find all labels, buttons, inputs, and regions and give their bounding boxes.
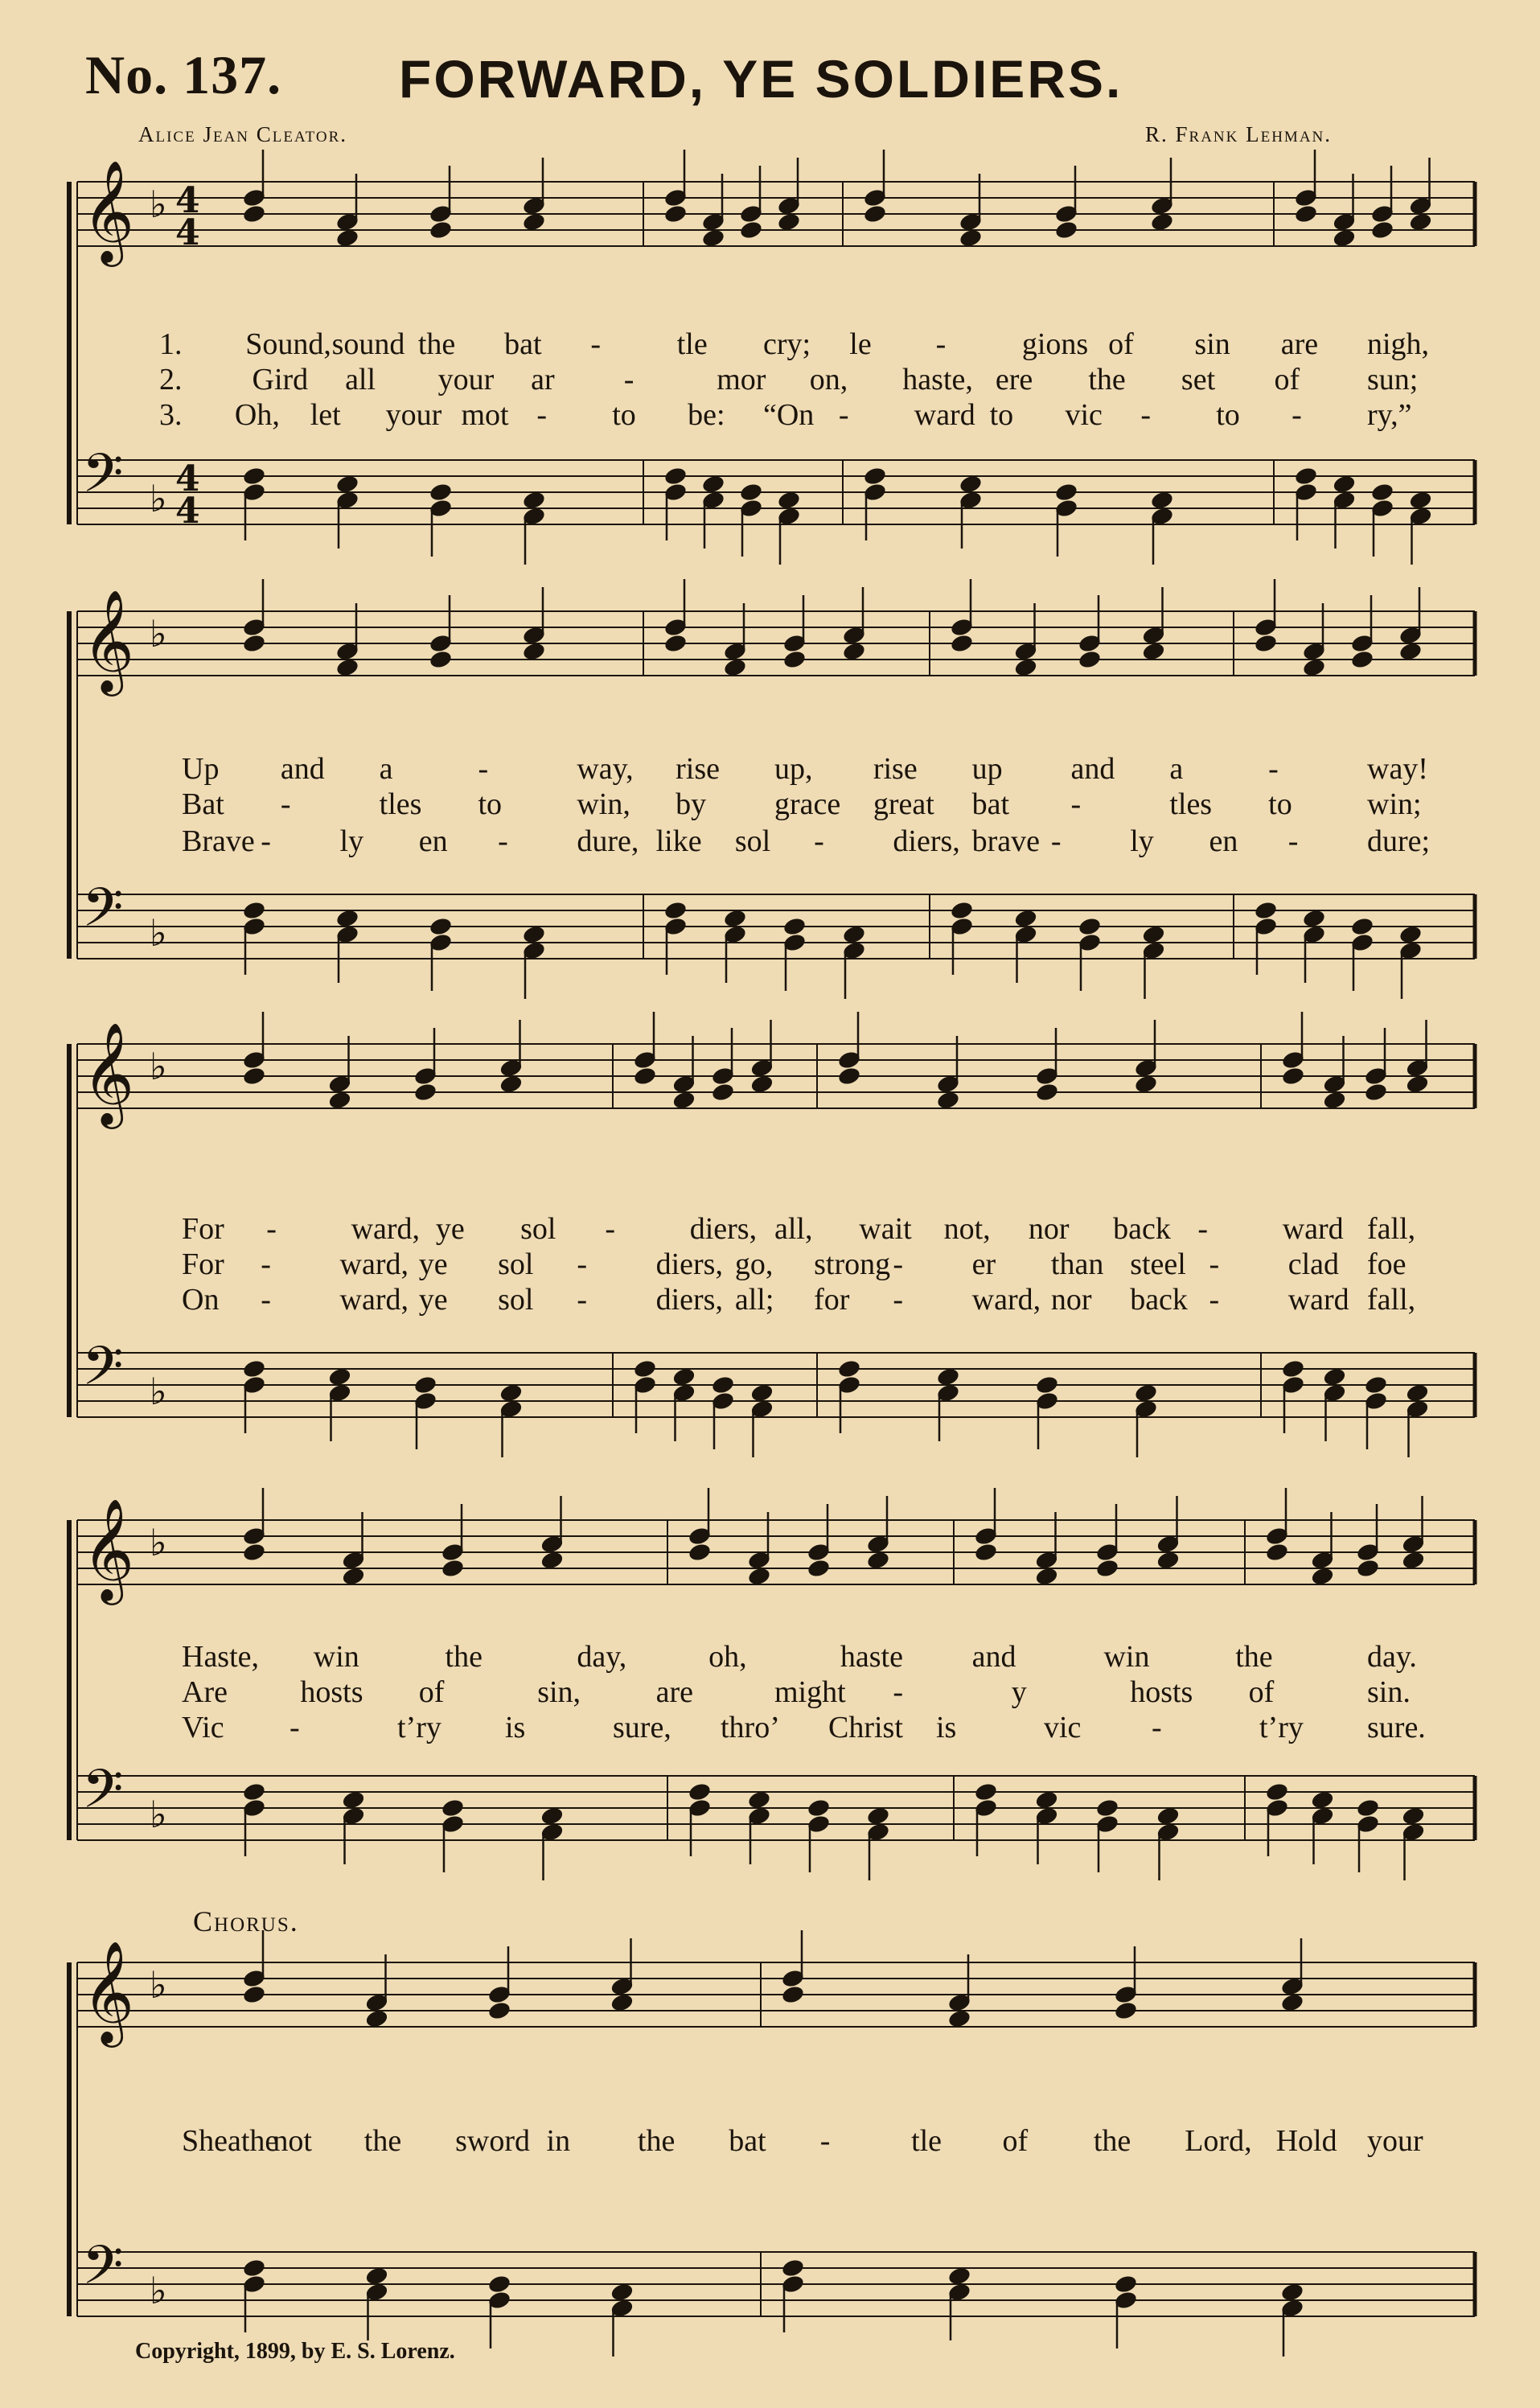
note-head (781, 1984, 806, 2005)
lyric-syllable: sure. (1367, 1711, 1426, 1744)
note-head (242, 203, 267, 224)
lyric-syllable: ye (418, 1283, 448, 1317)
lyric-syllable: sin, (537, 1675, 581, 1709)
lyric-syllable: are (655, 1675, 693, 1709)
note-head (1035, 1375, 1060, 1395)
lyric-syllable: brave (971, 824, 1041, 858)
lyric-syllable: vic (1065, 398, 1103, 432)
lyric-syllable: nor (1028, 1212, 1070, 1246)
note-head (739, 482, 764, 503)
lyric-syllable: a (379, 752, 393, 786)
note-head (663, 900, 688, 921)
lyric-syllable: sol (498, 1247, 534, 1281)
lyric-syllable: dure, (577, 824, 639, 858)
lyric-syllable: diers, (655, 1247, 723, 1281)
lyric-syllable: - (893, 1283, 904, 1317)
note-head (1054, 482, 1079, 503)
lyric-syllable: en (418, 824, 448, 858)
lyric-syllable: all; (734, 1283, 774, 1317)
lyric-syllable: all, (774, 1212, 813, 1246)
lyric-syllable: win (313, 1640, 359, 1674)
note-head (242, 1542, 267, 1563)
lyric-syllable: Lord, (1185, 2124, 1252, 2158)
lyric-syllable: and (280, 752, 325, 786)
lyric-syllable: diers, (689, 1212, 758, 1246)
lyric-syllable: on, (809, 363, 848, 397)
note-head (1364, 1082, 1389, 1103)
lyric-syllable: great (873, 787, 934, 821)
lyric-syllable: - (1070, 787, 1082, 821)
key-flat: ♭ (150, 183, 167, 226)
lyric-syllable: steel (1130, 1247, 1186, 1281)
lyric-syllable: the (1093, 2124, 1131, 2158)
lyric-syllable: bat (729, 2124, 766, 2158)
lyric-syllable: ward, (971, 1283, 1041, 1317)
lyric-syllable: - (478, 752, 489, 786)
lyric-syllable: day. (1367, 1640, 1417, 1674)
lyric-syllable: - (1197, 1212, 1209, 1246)
note-head (1254, 900, 1279, 921)
lyric-syllable: ward (914, 398, 975, 432)
bass-clef: 𝄢 (82, 442, 124, 517)
lyric-syllable: oh, (708, 1640, 747, 1674)
lyric-syllable: ward, (351, 1212, 421, 1246)
key-flat: ♭ (150, 477, 167, 520)
lyric-syllable: all (345, 363, 376, 397)
note-head (1254, 633, 1279, 654)
lyric-syllable: and (971, 1640, 1016, 1674)
lyric-syllable: ar (531, 363, 555, 397)
note-head (441, 1798, 466, 1818)
lyric-syllable: of (1002, 2124, 1029, 2158)
note-head (807, 1558, 832, 1579)
lyric-syllable: - (1292, 398, 1302, 432)
lyric-syllable: - (893, 1247, 904, 1281)
lyric-syllable: mor (717, 363, 766, 397)
lyric-syllable: is (505, 1711, 526, 1744)
lyric-syllable: ye (418, 1247, 448, 1281)
lyric-syllable: For (182, 1247, 224, 1281)
note-head (242, 1066, 267, 1087)
lyric-syllable: tle (676, 327, 708, 361)
note-head (837, 1066, 862, 1087)
note-head (429, 916, 454, 937)
lyric-syllable: - (280, 787, 291, 821)
lyric-syllable: is (936, 1711, 957, 1744)
lyric-syllable: of (418, 1675, 445, 1709)
note-head (242, 2258, 267, 2279)
note-head (1054, 220, 1079, 240)
note-head (429, 482, 454, 503)
lyric-syllable: by (676, 787, 707, 821)
note-head (413, 1375, 438, 1395)
note-head (1035, 1082, 1060, 1103)
lyric-syllable: sun; (1367, 363, 1419, 397)
lyric-syllable: bat (504, 327, 542, 361)
lyric-syllable: cry; (763, 327, 811, 361)
lyric-syllable: er (971, 1247, 996, 1281)
lyric-syllable: the (1235, 1640, 1273, 1674)
lyric-syllable: sol (520, 1212, 556, 1246)
note-head (487, 2000, 512, 2021)
lyric-syllable: ere (995, 363, 1033, 397)
note-head (1114, 2000, 1139, 2021)
lyric-syllable: the (417, 327, 456, 361)
lyric-syllable: rise (676, 752, 721, 786)
bass-clef: 𝄢 (82, 2234, 124, 2309)
lyric-syllable: to (1268, 787, 1292, 821)
treble-clef: 𝄞 (82, 1940, 135, 2043)
lyric-syllable: Sound, (245, 327, 331, 361)
lyric-syllable: than (1050, 1247, 1104, 1281)
lyric-syllable: to (612, 398, 636, 432)
note-head (413, 1082, 438, 1103)
note-head (663, 203, 688, 224)
lyric-syllable: mot (461, 398, 509, 432)
note-head (688, 1542, 713, 1563)
lyric-syllable: - (590, 327, 602, 361)
note-head (739, 220, 764, 240)
key-flat: ♭ (150, 911, 167, 955)
lyric-syllable: like (655, 824, 702, 858)
note-head (242, 466, 267, 487)
lyric-syllable: your (437, 363, 495, 397)
lyric-syllable: in (546, 2124, 571, 2158)
treble-clef: 𝄞 (82, 1498, 135, 1601)
note-head (807, 1798, 832, 1818)
key-flat: ♭ (150, 1521, 167, 1564)
time-signature-bottom: 4 (175, 491, 200, 532)
lyric-syllable: le (849, 327, 872, 361)
lyric-syllable: - (1050, 824, 1062, 858)
lyric-syllable: - (577, 1247, 587, 1281)
note-head (663, 466, 688, 487)
lyric-syllable: t’ry (1259, 1711, 1304, 1744)
lyric-syllable: the (363, 2124, 402, 2158)
lyric-syllable: sol (498, 1283, 534, 1317)
lyric-syllable: the (1088, 363, 1126, 397)
note-head (429, 649, 454, 670)
key-flat: ♭ (150, 2269, 167, 2312)
lyric-syllable: - (577, 1283, 587, 1317)
lyric-syllable: of (1274, 363, 1300, 397)
lyric-syllable: “On (763, 398, 815, 432)
lyric-syllable: - (261, 824, 271, 858)
lyric-syllable: haste (840, 1640, 903, 1674)
lyric-syllable: hosts (1130, 1675, 1193, 1709)
lyric-syllable: not, (943, 1212, 991, 1246)
lyric-syllable: 2. (159, 363, 183, 397)
lyric-syllable: Up (182, 752, 220, 786)
lyric-syllable: sin. (1367, 1675, 1411, 1709)
lyric-syllable: t’ry (397, 1711, 441, 1744)
hymn-number: No. 137. (85, 44, 282, 105)
lyric-syllable: of (1248, 1675, 1275, 1709)
lyric-syllable: way, (577, 752, 634, 786)
lyric-syllable: back (1130, 1283, 1188, 1317)
lyric-syllable: Are (182, 1675, 228, 1709)
lyric-syllable: and (1070, 752, 1115, 786)
lyric-syllable: - (1287, 824, 1299, 858)
composer-credit: R. Frank Lehman. (1145, 122, 1333, 146)
lyric-syllable: Haste, (182, 1640, 260, 1674)
note-head (429, 220, 454, 240)
lyric-syllable: the (637, 2124, 676, 2158)
lyric-syllable: nor (1050, 1283, 1092, 1317)
lyric-syllable: your (1367, 2124, 1423, 2158)
lyric-syllable: en (1209, 824, 1238, 858)
treble-clef: 𝄞 (82, 1021, 135, 1124)
note-head (1281, 1358, 1306, 1379)
note-head (1281, 1066, 1306, 1087)
lyric-syllable: go, (734, 1247, 774, 1281)
note-head (782, 916, 807, 937)
lyric-syllable: are (1280, 327, 1319, 361)
key-flat: ♭ (150, 1793, 167, 1836)
lyric-syllable: a (1169, 752, 1184, 786)
note-head (242, 1781, 267, 1802)
lyric-syllable: Bat (182, 787, 224, 821)
time-signature-top: 4 (175, 458, 200, 499)
note-head (1095, 1558, 1120, 1579)
lyric-syllable: diers, (893, 824, 960, 858)
treble-clef: 𝄞 (82, 589, 135, 692)
lyric-syllable: might (774, 1675, 846, 1709)
lyric-syllable: foe (1367, 1247, 1407, 1281)
note-head (633, 1066, 658, 1087)
lyric-syllable: wait (859, 1212, 912, 1246)
lyric-syllable: be: (688, 398, 725, 432)
note-head (1370, 220, 1395, 240)
lyric-syllable: sin (1194, 327, 1230, 361)
note-head (863, 203, 888, 224)
note-head (950, 900, 975, 921)
lyric-syllable: thro’ (721, 1711, 780, 1744)
note-head (633, 1358, 658, 1379)
lyric-syllable: For (182, 1212, 224, 1246)
note-head (1265, 1781, 1290, 1802)
lyric-syllable: day, (577, 1640, 627, 1674)
lyric-syllable: haste, (902, 363, 973, 397)
note-head (242, 1358, 267, 1379)
key-flat: ♭ (150, 1963, 167, 2007)
lyric-syllable: gions (1021, 327, 1089, 361)
lyric-syllable: - (623, 363, 634, 397)
note-head (1114, 2274, 1139, 2295)
note-head (711, 1375, 736, 1395)
lyric-syllable: - (1268, 752, 1279, 786)
lyric-syllable: ward (1282, 1212, 1344, 1246)
note-head (688, 1781, 713, 1802)
note-head (1350, 916, 1375, 937)
lyric-syllable: nigh, (1367, 327, 1430, 361)
lyric-syllable: ly (339, 824, 364, 858)
lyric-syllable: fall, (1367, 1283, 1416, 1317)
bass-clef: 𝄢 (82, 1758, 124, 1833)
lyric-syllable: Gird (252, 363, 309, 397)
lyric-syllable: vic (1044, 1711, 1082, 1744)
note-head (782, 649, 807, 670)
note-head (781, 2258, 806, 2279)
key-flat: ♭ (150, 1045, 167, 1088)
lyric-syllable: Hold (1275, 2124, 1337, 2158)
note-head (1364, 1375, 1389, 1395)
lyric-syllable: set (1181, 363, 1216, 397)
lyric-syllable: ward (1287, 1283, 1349, 1317)
note-head (1370, 482, 1395, 503)
lyric-syllable: strong (814, 1247, 891, 1281)
lyric-syllable: ward, (339, 1283, 409, 1317)
lyric-syllable: On (182, 1283, 220, 1317)
key-flat: ♭ (150, 1370, 167, 1413)
lyric-syllable: - (819, 2124, 831, 2158)
lyric-syllable: - (498, 824, 508, 858)
lyric-syllable: Oh, (234, 398, 280, 432)
lyricist-credit: Alice Jean Cleator. (138, 122, 348, 146)
hymn-title: FORWARD, YE SOLDIERS. (399, 49, 1123, 109)
note-head (487, 2274, 512, 2295)
lyric-syllable: to (1216, 398, 1240, 432)
lyric-syllable: fall, (1367, 1212, 1416, 1246)
lyric-syllable: way! (1367, 752, 1428, 786)
lyric-syllable: the (445, 1640, 483, 1674)
note-head (663, 633, 688, 654)
lyric-syllable: - (1209, 1247, 1220, 1281)
lyric-syllable: - (1209, 1283, 1220, 1317)
lyric-syllable: of (1108, 327, 1134, 361)
lyric-syllable: not (273, 2124, 312, 2158)
lyric-syllable: up, (774, 752, 813, 786)
lyric-syllable: sound (331, 327, 405, 361)
note-head (950, 633, 975, 654)
lyric-syllable: - (290, 1711, 300, 1744)
note-head (1350, 649, 1375, 670)
lyric-syllable: sword (455, 2124, 531, 2158)
lyric-syllable: bat (971, 787, 1010, 821)
lyric-syllable: rise (873, 752, 918, 786)
lyric-syllable: let (310, 398, 341, 432)
lyric-syllable: ye (435, 1212, 465, 1246)
lyric-syllable: grace (774, 787, 841, 821)
note-head (974, 1781, 999, 1802)
lyric-syllable: sure, (613, 1711, 671, 1744)
note-head (1294, 203, 1319, 224)
lyric-syllable: for (814, 1283, 850, 1317)
lyric-syllable: - (605, 1212, 616, 1246)
lyric-syllable: up (971, 752, 1003, 786)
lyric-syllable: dure; (1367, 824, 1431, 858)
lyric-syllable: win; (1367, 787, 1422, 821)
bass-clef: 𝄢 (82, 1335, 124, 1410)
lyric-syllable: to (478, 787, 503, 821)
key-flat: ♭ (150, 612, 167, 655)
note-head (1078, 649, 1103, 670)
lyric-syllable: to (989, 398, 1014, 432)
note-head (1356, 1798, 1381, 1818)
lyric-syllable: - (838, 398, 849, 432)
lyric-syllable: diers, (655, 1283, 723, 1317)
lyric-syllable: - (536, 398, 548, 432)
treble-clef: 𝄞 (82, 159, 135, 262)
lyric-syllable: Vic (182, 1711, 224, 1744)
lyric-syllable: Brave (182, 824, 255, 858)
time-signature-top: 4 (175, 180, 200, 221)
note-head (242, 900, 267, 921)
note-head (242, 633, 267, 654)
note-head (1265, 1542, 1290, 1563)
lyric-syllable: 3. (159, 398, 183, 432)
lyric-syllable: clad (1287, 1247, 1340, 1281)
lyric-syllable: ry,” (1367, 398, 1412, 432)
note-head (242, 1984, 267, 2005)
lyric-syllable: - (814, 824, 824, 858)
lyric-syllable: y (1011, 1675, 1027, 1709)
lyric-syllable: your (385, 398, 442, 432)
lyric-syllable: - (1152, 1711, 1162, 1744)
lyric-syllable: - (1140, 398, 1152, 432)
copyright-notice: Copyright, 1899, by E. S. Lorenz. (135, 2339, 455, 2364)
lyric-syllable: ward, (339, 1247, 409, 1281)
lyric-syllable: - (261, 1283, 271, 1317)
time-signature-bottom: 4 (175, 212, 200, 253)
note-head (441, 1558, 466, 1579)
lyric-syllable: - (935, 327, 947, 361)
lyric-syllable: 1. (159, 327, 183, 361)
lyric-syllable: Christ (828, 1711, 903, 1744)
lyric-syllable: tles (379, 787, 422, 821)
lyric-syllable: - (893, 1675, 904, 1709)
lyric-syllable: hosts (300, 1675, 363, 1709)
lyric-syllable: win, (577, 787, 630, 821)
lyric-syllable: Sheathe (182, 2124, 279, 2158)
lyric-syllable: tle (911, 2124, 942, 2158)
note-head (1356, 1558, 1381, 1579)
chorus-label: Chorus. (193, 1905, 299, 1937)
lyric-syllable: - (266, 1212, 277, 1246)
note-head (1095, 1798, 1120, 1818)
lyric-syllable: win (1103, 1640, 1150, 1674)
note-head (837, 1358, 862, 1379)
lyric-syllable: sol (734, 824, 771, 858)
note-head (711, 1082, 736, 1103)
note-head (1294, 466, 1319, 487)
note-head (863, 466, 888, 487)
bass-clef: 𝄢 (82, 877, 124, 951)
lyric-syllable: tles (1169, 787, 1213, 821)
note-head (1078, 916, 1103, 937)
note-head (974, 1542, 999, 1563)
lyric-syllable: back (1113, 1212, 1171, 1246)
lyric-syllable: - (261, 1247, 271, 1281)
lyric-syllable: ly (1130, 824, 1154, 858)
